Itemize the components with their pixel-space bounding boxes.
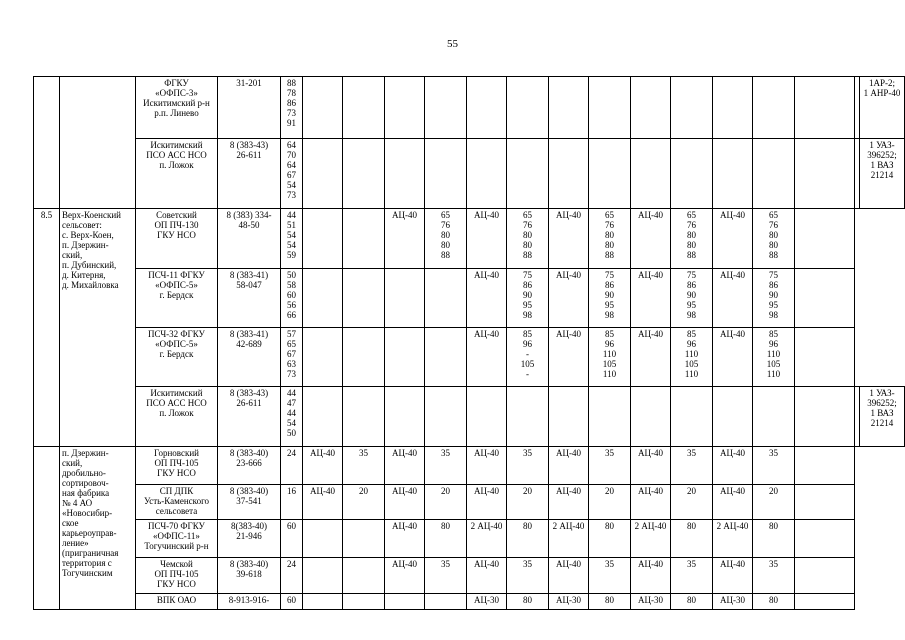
table-cell: Советский ОП ПЧ-130 ГКУ НСО — [136, 209, 218, 269]
table-cell: Чемской ОП ПЧ-105 ГКУ НСО — [136, 558, 218, 594]
table-cell — [425, 139, 467, 209]
table-cell — [795, 447, 855, 485]
table-cell: 35 — [671, 447, 713, 485]
table-cell: 35 — [589, 447, 631, 485]
table-cell: 20 — [671, 485, 713, 520]
table-cell: 80 — [589, 520, 631, 558]
table-cell: 88 78 86 73 91 — [281, 77, 303, 139]
table-cell: АЦ-40 — [713, 447, 753, 485]
table-cell: 80 — [507, 520, 549, 558]
table-cell: 20 — [425, 485, 467, 520]
table-cell: 1АР-2; 1 АНР-40 — [860, 77, 905, 139]
table-cell: 65 76 80 80 88 — [589, 209, 631, 269]
table-cell: 75 86 90 95 98 — [753, 269, 795, 328]
table-cell: АЦ-40 — [385, 520, 425, 558]
table-cell — [425, 387, 467, 447]
table-cell: АЦ-40 — [549, 269, 589, 328]
table-cell: Горновский ОП ПЧ-105 ГКУ НСО — [136, 447, 218, 485]
table-cell — [631, 139, 671, 209]
table-cell — [303, 558, 343, 594]
table-cell: 75 86 90 95 98 — [507, 269, 549, 328]
table-cell: АЦ-40 — [631, 558, 671, 594]
table-cell: АЦ-40 — [385, 558, 425, 594]
table-cell: 44 47 44 54 50 — [281, 387, 303, 447]
table-cell — [507, 387, 549, 447]
table-cell: ФГКУ «ОФПС-3» Искитимский р-н р.п. Линево — [136, 77, 218, 139]
table-cell: 8 (383-41) 42-689 — [218, 328, 281, 387]
table-cell: Искитимский ПСО АСС НСО п. Ложок — [136, 139, 218, 209]
table-cell — [425, 328, 467, 387]
table-cell: АЦ-40 — [467, 485, 507, 520]
table-row — [34, 558, 905, 594]
table-cell: АЦ-30 — [549, 594, 589, 610]
table-cell: АЦ-30 — [467, 594, 507, 610]
table-cell: АЦ-40 — [713, 328, 753, 387]
table-cell: АЦ-40 — [385, 485, 425, 520]
table-cell: 20 — [753, 485, 795, 520]
table-cell: 85 96 110 105 110 — [671, 328, 713, 387]
table-cell: 75 86 90 95 98 — [589, 269, 631, 328]
table-cell: 80 — [507, 594, 549, 610]
table-cell: АЦ-40 — [385, 209, 425, 269]
table-cell — [795, 520, 855, 558]
table-cell — [631, 387, 671, 447]
table-cell — [60, 77, 136, 209]
table-cell — [343, 328, 385, 387]
table-cell: 35 — [425, 558, 467, 594]
table-cell: 35 — [507, 558, 549, 594]
table-cell: 2 АЦ-40 — [549, 520, 589, 558]
table-cell: АЦ-40 — [713, 558, 753, 594]
table-cell — [631, 77, 671, 139]
table-row — [34, 594, 905, 610]
table-cell: 65 76 80 80 88 — [671, 209, 713, 269]
table-cell: АЦ-40 — [303, 447, 343, 485]
table-cell: 8 (383-43) 26-611 — [218, 139, 281, 209]
table-cell — [795, 558, 855, 594]
table-cell: ПСЧ-32 ФГКУ «ОФПС-5» г. Бердск — [136, 328, 218, 387]
table-cell: АЦ-40 — [385, 447, 425, 485]
table-cell: 80 — [425, 520, 467, 558]
table-cell: 65 76 80 80 88 — [507, 209, 549, 269]
table-cell: 16 — [281, 485, 303, 520]
table-cell: 2 АЦ-40 — [631, 520, 671, 558]
table-cell — [425, 269, 467, 328]
table-cell: АЦ-30 — [631, 594, 671, 610]
table-cell — [753, 77, 795, 139]
table-cell: 20 — [589, 485, 631, 520]
table-cell — [507, 139, 549, 209]
table-cell — [385, 387, 425, 447]
table-cell: 57 65 67 63 73 — [281, 328, 303, 387]
table-row — [34, 77, 905, 139]
table-cell: АЦ-40 — [467, 209, 507, 269]
table-cell: АЦ-40 — [549, 447, 589, 485]
table-cell: 35 — [507, 447, 549, 485]
table-cell: АЦ-40 — [631, 328, 671, 387]
table-cell — [795, 77, 855, 139]
table-cell — [467, 139, 507, 209]
table-cell — [589, 387, 631, 447]
table-cell: АЦ-40 — [467, 328, 507, 387]
table-cell: АЦ-40 — [467, 558, 507, 594]
table-cell: 8 (383-40) 23-666 — [218, 447, 281, 485]
table-cell: АЦ-30 — [713, 594, 753, 610]
table-cell — [343, 594, 385, 610]
table-cell: 31-201 — [218, 77, 281, 139]
table-cell: 35 — [753, 558, 795, 594]
table-cell — [34, 447, 60, 610]
table-cell — [303, 139, 343, 209]
table-row — [34, 520, 905, 558]
table-cell: 24 — [281, 558, 303, 594]
table-cell — [549, 387, 589, 447]
table-cell: 65 76 80 80 88 — [753, 209, 795, 269]
table-cell — [467, 77, 507, 139]
table-cell: АЦ-40 — [713, 485, 753, 520]
table-cell — [34, 77, 60, 209]
table-cell: ПСЧ-11 ФГКУ «ОФПС-5» г. Бердск — [136, 269, 218, 328]
table-cell: 35 — [589, 558, 631, 594]
table-cell — [753, 139, 795, 209]
table-cell — [713, 387, 753, 447]
table-cell — [467, 387, 507, 447]
table-cell — [425, 77, 467, 139]
table-cell: 80 — [753, 594, 795, 610]
table-row — [34, 209, 905, 269]
table-cell — [795, 328, 855, 387]
table-cell: АЦ-40 — [549, 328, 589, 387]
table-cell: п. Дзержин- ский, дробильно- сортировоч- ная фабрика № 4 АО «Новосибир- ское карьероуправ- ление» (приграничная территория с Тогучинским — [60, 447, 136, 610]
table-cell: 80 — [671, 594, 713, 610]
table-cell: 8-913-916- — [218, 594, 281, 610]
table-cell — [343, 209, 385, 269]
table-cell — [549, 139, 589, 209]
table-cell: 35 — [671, 558, 713, 594]
table-cell — [795, 139, 855, 209]
table-row — [34, 387, 905, 447]
table-cell — [303, 77, 343, 139]
table-cell: ВПК ОАО — [136, 594, 218, 610]
table-cell — [753, 387, 795, 447]
table-cell: 35 — [425, 447, 467, 485]
table-cell: 64 70 64 67 54 73 — [281, 139, 303, 209]
table-cell: 35 — [753, 447, 795, 485]
table-cell — [795, 387, 855, 447]
table-cell — [549, 77, 589, 139]
table-cell — [589, 77, 631, 139]
table-cell: АЦ-40 — [467, 447, 507, 485]
table-cell: ПСЧ-70 ФГКУ «ОФПС-11» Тогучинский р-н — [136, 520, 218, 558]
table-cell — [343, 387, 385, 447]
table-cell: АЦ-40 — [631, 485, 671, 520]
table-cell: Искитимский ПСО АСС НСО п. Ложок — [136, 387, 218, 447]
table-cell: 20 — [507, 485, 549, 520]
table-cell: 50 58 60 56 66 — [281, 269, 303, 328]
table-cell: АЦ-40 — [631, 209, 671, 269]
table-cell — [385, 77, 425, 139]
table-cell — [343, 139, 385, 209]
table-cell — [795, 209, 855, 269]
table-cell: 80 — [753, 520, 795, 558]
table-cell: 24 — [281, 447, 303, 485]
table-cell — [343, 77, 385, 139]
table-cell: 75 86 90 95 98 — [671, 269, 713, 328]
table-cell: АЦ-40 — [303, 485, 343, 520]
table-cell — [425, 594, 467, 610]
table-cell: 60 — [281, 520, 303, 558]
table-cell — [303, 520, 343, 558]
table-cell — [343, 558, 385, 594]
table-cell: 85 96 110 105 110 — [753, 328, 795, 387]
table-cell: АЦ-40 — [631, 269, 671, 328]
table-cell: 2 АЦ-40 — [713, 520, 753, 558]
table-cell: 35 — [343, 447, 385, 485]
table-cell — [507, 77, 549, 139]
table-cell: 80 — [671, 520, 713, 558]
table-cell — [303, 594, 343, 610]
table-cell: 85 96 - 105 - — [507, 328, 549, 387]
table-cell — [713, 139, 753, 209]
table-cell: 8.5 — [34, 209, 60, 447]
table-cell: 8 (383-40) 37-541 — [218, 485, 281, 520]
table-cell: СП ДПК Усть-Каменского сельсовета — [136, 485, 218, 520]
table-cell: 8 (383-41) 58-047 — [218, 269, 281, 328]
table-row — [34, 485, 905, 520]
table-row — [34, 328, 905, 387]
table-cell — [795, 594, 855, 610]
table-cell — [303, 328, 343, 387]
table-cell — [795, 485, 855, 520]
table-cell: 2 АЦ-40 — [467, 520, 507, 558]
table-cell: 65 76 80 80 88 — [425, 209, 467, 269]
table-row — [34, 447, 905, 485]
table-body — [34, 77, 905, 610]
table-cell — [385, 328, 425, 387]
table-cell — [671, 387, 713, 447]
table-cell: 8 (383) 334- 48-50 — [218, 209, 281, 269]
table-cell: АЦ-40 — [467, 269, 507, 328]
table-cell: 8(383-40) 21-946 — [218, 520, 281, 558]
table-cell: АЦ-40 — [713, 269, 753, 328]
table-cell — [343, 520, 385, 558]
table-cell — [385, 269, 425, 328]
table-cell: АЦ-40 — [549, 558, 589, 594]
table-cell — [303, 209, 343, 269]
table-cell: АЦ-40 — [549, 209, 589, 269]
table-cell: Верх-Коенский сельсовет: с. Верх-Коен, п. Дзержин- ский, п. Дубинский, д. Китерня, д. Михайловка — [60, 209, 136, 447]
table-cell — [795, 269, 855, 328]
table-cell — [671, 77, 713, 139]
table-cell — [671, 139, 713, 209]
table-cell — [303, 387, 343, 447]
table-cell: 44 51 54 54 59 — [281, 209, 303, 269]
table-cell: АЦ-40 — [713, 209, 753, 269]
table-cell: 8 (383-40) 39-618 — [218, 558, 281, 594]
table-row — [34, 139, 905, 209]
table-cell — [343, 269, 385, 328]
table-cell — [385, 594, 425, 610]
table-cell — [385, 139, 425, 209]
table-cell — [589, 139, 631, 209]
table-cell — [713, 77, 753, 139]
table-cell: 20 — [343, 485, 385, 520]
table-cell: 60 — [281, 594, 303, 610]
table-cell: 85 96 110 105 110 — [589, 328, 631, 387]
allocation-table — [33, 76, 905, 610]
table-cell: АЦ-40 — [631, 447, 671, 485]
table-cell: АЦ-40 — [549, 485, 589, 520]
table-cell: 80 — [589, 594, 631, 610]
table-cell — [303, 269, 343, 328]
page-number: 55 — [447, 38, 458, 50]
table-row — [34, 269, 905, 328]
table-cell: 8 (383-43) 26-611 — [218, 387, 281, 447]
table-cell: 1 УАЗ- 396252; 1 ВАЗ 21214 — [860, 387, 905, 447]
table-cell: 1 УАЗ- 396252; 1 ВАЗ 21214 — [860, 139, 905, 209]
